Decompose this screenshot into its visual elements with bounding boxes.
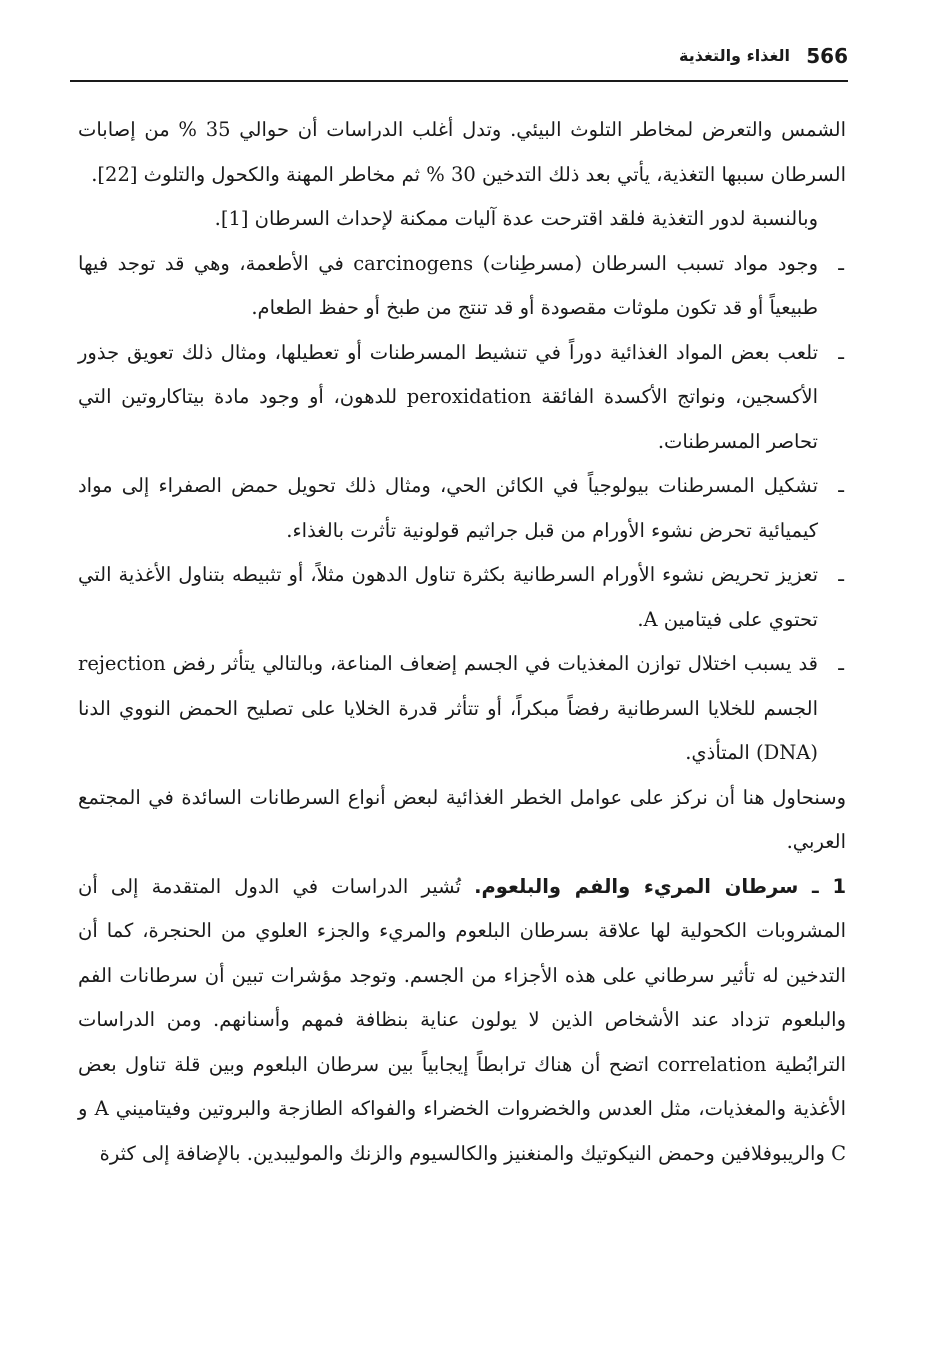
list-item — [78, 642, 846, 776]
list-item-text: قد يسبب اختلال توازن المغذيات في الجسم إضعاف المناعة، وبالتالي يتأثر رفض rejection الجسم للخلايا السرطانية رفضاً مبكراً، أو تتأثر قدرة الخلايا على تصليح الحمض النووي الدنا (DNA) المتأذي. — [78, 652, 818, 764]
bullet-mark: ـ — [838, 652, 844, 675]
page-header — [70, 40, 848, 82]
section-text: تُشير الدراسات في الدول المتقدمة إلى أن المشروبات الكحولية لها علاقة بسرطان البلعوم والمريء والجزء العلوي من الحنجرة، كما أن التدخين له تأثير سرطاني على هذه الأجزاء من الجسم. وتوجد مؤشرات تبين أن سرطانات الفم والبلعوم تزداد عند الأشخاص الذين لا يولون عناية بنظافة فمهم وأسنانهم. ومن الدراسات الترابُطية correlation اتضح أن هناك ترابطاً إيجابياً بين سرطان البلعوم وبين قلة تناول بعض الأغذية والمغذيات، مثل العدس والخضروات الخضراء والفواكه الطازجة والبروتين وفيتاميني A و C والريبوفلافين وحمض النيكوتيك والمنغنيز والكالسيوم والزنك والموليبدين. بالإضافة إلى كثرة — [78, 874, 846, 1165]
bullet-mark: ـ — [838, 474, 844, 497]
paragraph-mechanisms: وبالنسبة لدور التغذية فلقد اقترحت عدة آليات ممكنة لإحداث السرطان [1]. — [214, 207, 818, 230]
running-title: الغذاء والتغذية — [679, 46, 790, 65]
paragraph-intro: الشمس والتعرض لمخاطر التلوث البيئي. وتدل أغلب الدراسات أن حوالي 35 % من إصابات السرطان سببها التغذية، يأتي بعد ذلك التدخين 30 % ثم مخاطر المهنة والكحول والتلوث [22]. — [78, 118, 846, 186]
list-item-text: تعزيز تحريض نشوء الأورام السرطانية بكثرة تناول الدهون مثلاً، أو تثبيطه بتناول الأغذية التي تحتوي على فيتامين A. — [78, 563, 818, 631]
list-item-text: وجود مواد تسبب السرطان (مسرطِنات) carcinogens في الأطعمة، وهي قد توجد فيها طبيعياً أو قد تكون ملوثات مقصودة أو قد تنتج من طبخ أو حفظ الطعام. — [78, 251, 818, 319]
page-body — [78, 108, 846, 1176]
section-esophagus — [78, 865, 846, 1177]
list-item — [78, 331, 846, 465]
list-item — [78, 464, 846, 553]
list-item — [78, 553, 846, 642]
page-number: 566 — [806, 44, 848, 68]
mechanism-list — [78, 242, 846, 776]
list-item — [78, 242, 846, 331]
list-item-text: تلعب بعض المواد الغذائية دوراً في تنشيط المسرطنات أو تعطيلها، ومثال ذلك تعويق جذور الأكسجين، ونواتج الأكسدة الفائقة peroxidation للدهون، أو وجود مادة بيتاكاروتين التي تحاصر المسرطنات. — [78, 340, 818, 453]
bullet-mark: ـ — [838, 340, 844, 364]
paragraph-focus: وسنحاول هنا أن نركز على عوامل الخطر الغذائية لبعض أنواع السرطانات السائدة في المجتمع العربي. — [78, 785, 846, 853]
section-heading: 1 ـ سرطان المريء والفم والبلعوم. — [474, 874, 847, 898]
bullet-mark: ـ — [838, 563, 844, 586]
list-item-text: تشكيل المسرطنات بيولوجياً في الكائن الحي، ومثال ذلك تحويل حمض الصفراء إلى مواد كيميائية تحرض نشوء الأورام من قبل جراثيم قولونية تأثرت بالغذاء. — [78, 474, 818, 542]
bullet-mark: ـ — [838, 251, 844, 275]
